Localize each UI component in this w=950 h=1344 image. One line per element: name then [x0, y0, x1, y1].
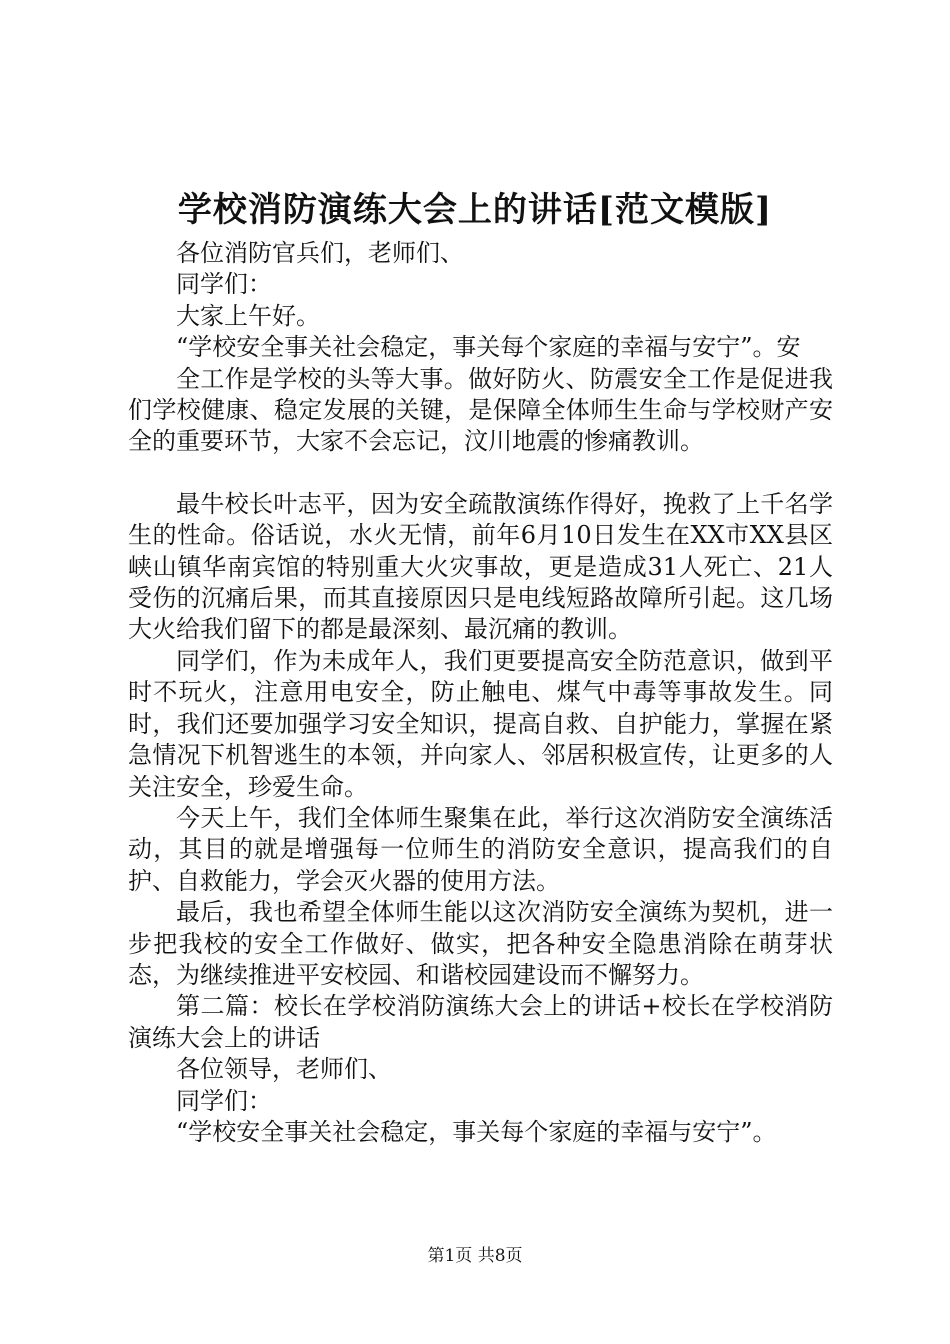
salutation-paragraph: 各位领导，老师们、	[176, 1055, 392, 1084]
body-paragraph: 最牛校长叶志平，因为安全疏散演练作得好，挽救了上千名学生的性命。俗话说，水火无情，前年6月10日发生在XX市XX县区峡山镇华南宾馆的特别重大火灾事故，更是造成31人死亡、21人受伤的沉痛后果，而其直接原因只是电线短路故障所引起。这几场大火给我们留下的都是最深刻、最沉痛的教训。	[128, 489, 833, 644]
quote-paragraph: “学校安全事关社会稳定，事关每个家庭的幸福与安宁”。	[176, 1117, 777, 1146]
salutation-paragraph: 同学们：	[176, 270, 272, 299]
document-title: 学校消防演练大会上的讲话[范文模版]	[177, 190, 773, 230]
body-paragraph: 最后，我也希望全体师生能以这次消防安全演练为契机，进一步把我校的安全工作做好、做实，把各种安全隐患消除在萌芽状态，为继续推进平安校园、和谐校园建设而不懈努力。	[128, 898, 833, 989]
document-body	[128, 238, 833, 1148]
body-paragraph: 今天上午，我们全体师生聚集在此，举行这次消防安全演练活动，其目的就是增强每一位师生的消防安全意识，提高我们的自护、自救能力，学会灭火器的使用方法。	[128, 803, 833, 895]
greeting-paragraph: 大家上午好。	[176, 301, 320, 330]
body-paragraph: 全工作是学校的头等大事。做好防火、防震安全工作是促进我们学校健康、稳定发展的关键，是保障全体师生生命与学校财产安全的重要环节，大家不会忘记，汶川地震的惨痛教训。	[128, 364, 833, 456]
section-heading-paragraph: 第二篇：校长在学校消防演练大会上的讲话+校长在学校消防演练大会上的讲话	[128, 992, 833, 1052]
page-number-footer: 第1页 共8页	[427, 1246, 523, 1266]
body-paragraph: 同学们，作为未成年人，我们更要提高安全防范意识，做到平时不玩火，注意用电安全，防止触电、煤气中毒等事故发生。同时，我们还要加强学习安全知识，提高自救、自护能力，掌握在紧急情况下机智逃生的本领，并向家人、邻居积极宣传，让更多的人关注安全，珍爱生命。	[128, 646, 833, 801]
salutation-paragraph: 同学们：	[176, 1086, 272, 1115]
quote-paragraph: “学校安全事关社会稳定，事关每个家庭的幸福与安宁”。安	[176, 333, 801, 362]
salutation-paragraph: 各位消防官兵们，老师们、	[176, 239, 464, 267]
